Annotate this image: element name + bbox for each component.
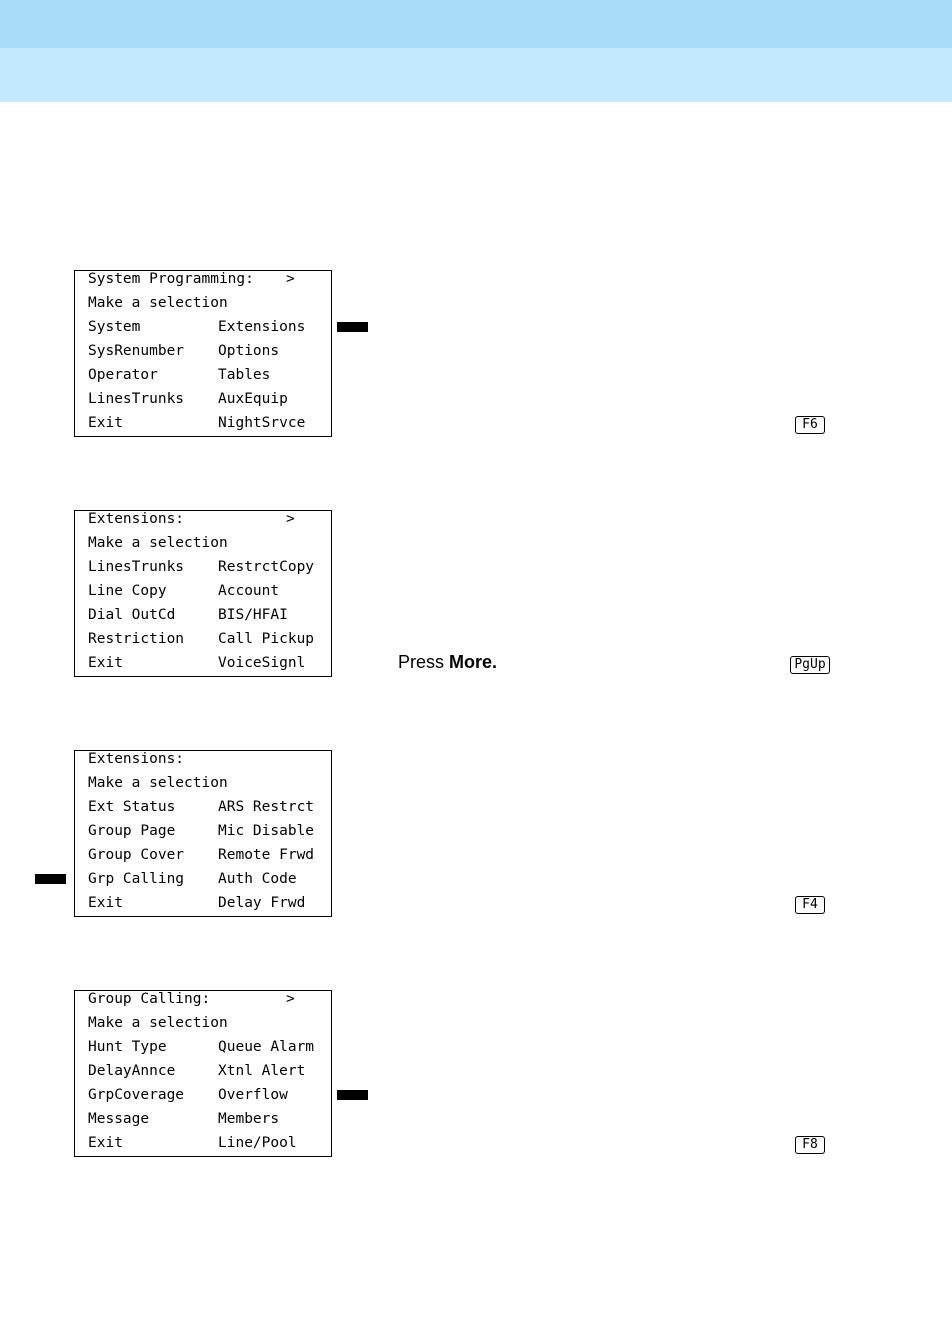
menu-option-extensions[interactable]: Extensions [218,319,306,335]
menu-option-grpcoverage[interactable]: GrpCoverage [88,1087,185,1103]
menu-option-grp-calling[interactable]: Grp Calling [88,871,185,887]
menu-option-mic-disable[interactable]: Mic Disable [218,823,315,839]
menu-option-restriction[interactable]: Restriction [88,631,185,647]
console-screen-system-programming [74,270,332,437]
instruction-text [398,652,497,673]
console-screen-group-calling [74,990,332,1157]
selection-marker [35,874,66,884]
screen-subtitle: Make a selection [88,295,228,311]
menu-option-group-cover[interactable]: Group Cover [88,847,185,863]
menu-option-queue-alarm[interactable]: Queue Alarm [218,1039,315,1055]
menu-option-exit[interactable]: Exit [88,1135,123,1151]
menu-option-overflow[interactable]: Overflow [218,1087,288,1103]
menu-option-auth-code[interactable]: Auth Code [218,871,297,887]
screen-title: Extensions: [88,511,185,527]
menu-option-auxequip[interactable]: AuxEquip [218,391,288,407]
header-band-top [0,0,952,48]
selection-marker [337,322,368,332]
menu-option-call-pickup[interactable]: Call Pickup [218,631,315,647]
menu-option-tables[interactable]: Tables [218,367,271,383]
key-f8[interactable]: F8 [795,1136,825,1154]
instruction-bold: More. [449,652,498,672]
menu-option-hunt-type[interactable]: Hunt Type [88,1039,167,1055]
menu-option-exit[interactable]: Exit [88,415,123,431]
menu-option-ars-restrct[interactable]: ARS Restrct [218,799,315,815]
screen-subtitle: Make a selection [88,535,228,551]
menu-option-ext-status[interactable]: Ext Status [88,799,176,815]
console-screen-extensions-2 [74,750,332,917]
header-band-bottom [0,48,952,102]
more-arrow: > [286,271,295,287]
menu-option-dial-outcd[interactable]: Dial OutCd [88,607,176,623]
menu-option-line-copy[interactable]: Line Copy [88,583,167,599]
screen-subtitle: Make a selection [88,1015,228,1031]
key-f4[interactable]: F4 [795,896,825,914]
key-f6[interactable]: F6 [795,416,825,434]
menu-option-line-pool[interactable]: Line/Pool [218,1135,297,1151]
menu-option-linestrunks[interactable]: LinesTrunks [88,559,185,575]
menu-option-remote-frwd[interactable]: Remote Frwd [218,847,315,863]
menu-option-message[interactable]: Message [88,1111,150,1127]
menu-option-delay-frwd[interactable]: Delay Frwd [218,895,306,911]
selection-marker [337,1090,368,1100]
menu-option-account[interactable]: Account [218,583,280,599]
menu-option-restrctcopy[interactable]: RestrctCopy [218,559,315,575]
key-pgup[interactable]: PgUp [790,656,830,674]
instruction-prefix: Press [398,652,450,672]
menu-option-group-page[interactable]: Group Page [88,823,176,839]
menu-option-linestrunks[interactable]: LinesTrunks [88,391,185,407]
menu-option-bis-hfai[interactable]: BIS/HFAI [218,607,288,623]
menu-option-voicesignl[interactable]: VoiceSignl [218,655,306,671]
menu-option-exit[interactable]: Exit [88,895,123,911]
screen-title: Extensions: [88,751,185,767]
menu-option-delayannce[interactable]: DelayAnnce [88,1063,176,1079]
menu-option-sysrenumber[interactable]: SysRenumber [88,343,185,359]
console-screen-extensions-1 [74,510,332,677]
menu-option-options[interactable]: Options [218,343,280,359]
menu-option-system[interactable]: System [88,319,141,335]
menu-option-members[interactable]: Members [218,1111,280,1127]
menu-option-exit[interactable]: Exit [88,655,123,671]
menu-option-operator[interactable]: Operator [88,367,158,383]
menu-option-xtnl-alert[interactable]: Xtnl Alert [218,1063,306,1079]
menu-option-nightsrvce[interactable]: NightSrvce [218,415,306,431]
more-arrow: > [286,511,295,527]
screen-title: Group Calling: [88,991,211,1007]
more-arrow: > [286,991,295,1007]
screen-title: System Programming: [88,271,254,287]
screen-subtitle: Make a selection [88,775,228,791]
